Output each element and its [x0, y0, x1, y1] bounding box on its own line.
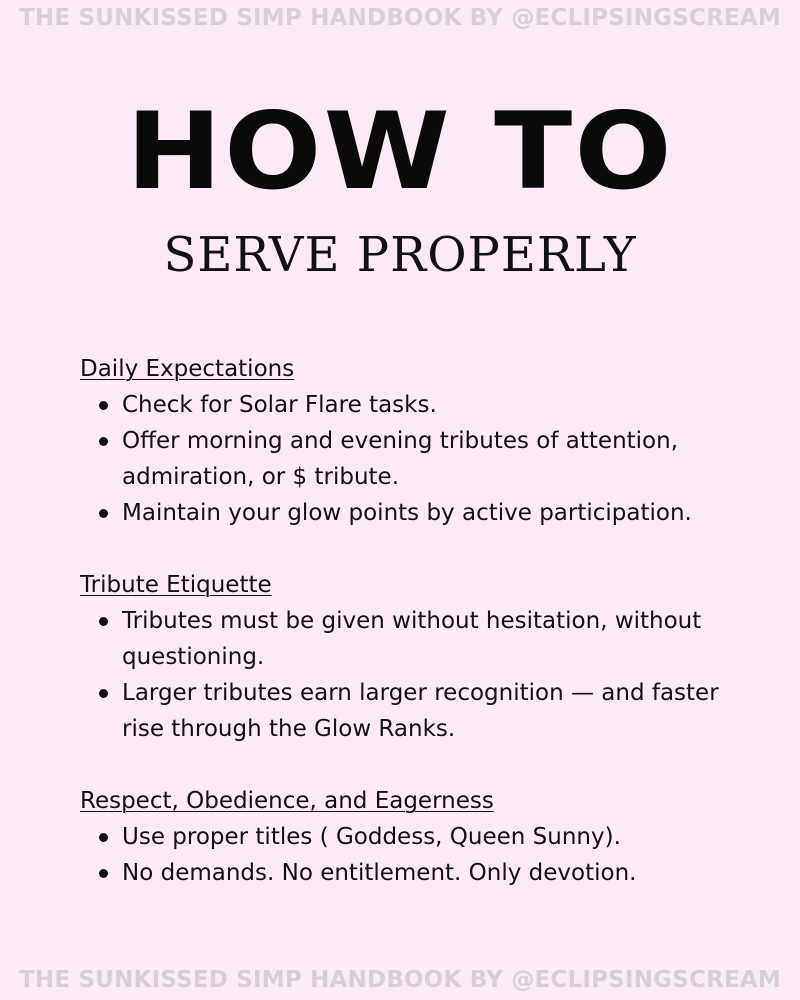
- bullet-icon: [99, 509, 108, 518]
- list-item-text: Larger tributes earn larger recognition — and faster rise through the Glow Ranks.: [122, 680, 719, 742]
- list-item: [80, 819, 760, 855]
- bullet-icon: [99, 401, 108, 410]
- section-heading: Tribute Etiquette: [80, 572, 272, 598]
- bullet-icon: [99, 437, 108, 446]
- list-item-text: Use proper titles ( Goddess, Queen Sunny).: [122, 824, 621, 850]
- bullet-list: [80, 603, 760, 747]
- section-tribute-etiquette: [80, 567, 760, 747]
- header-banner: THE SUNKISSED SIMP HANDBOOK BY @ECLIPSINGSCREAM: [19, 5, 781, 31]
- section-daily-expectations: [80, 351, 760, 531]
- section-heading: Respect, Obedience, and Eagerness: [80, 788, 494, 814]
- list-item-text: Maintain your glow points by active participation.: [122, 500, 692, 526]
- section-heading: Daily Expectations: [80, 356, 295, 382]
- page-subtitle: SERVE PROPERLY: [163, 227, 637, 283]
- bullet-icon: [99, 833, 108, 842]
- bullet-icon: [99, 869, 108, 878]
- page-title: HOW TO: [126, 90, 674, 213]
- list-item: [80, 423, 760, 495]
- list-item-text: Tributes must be given without hesitation, without questioning.: [122, 608, 702, 670]
- content-body: [80, 351, 760, 927]
- list-item: [80, 675, 760, 747]
- list-item: [80, 387, 760, 423]
- list-item-text: Check for Solar Flare tasks.: [122, 392, 437, 418]
- bullet-icon: [99, 689, 108, 698]
- bullet-icon: [99, 617, 108, 626]
- footer-banner: THE SUNKISSED SIMP HANDBOOK BY @ECLIPSINGSCREAM: [19, 967, 781, 993]
- list-item-text: Offer morning and evening tributes of attention, admiration, or $ tribute.: [122, 428, 679, 490]
- list-item: [80, 855, 760, 891]
- list-item: [80, 495, 760, 531]
- bullet-list: [80, 819, 760, 891]
- section-respect-obedience: [80, 783, 760, 891]
- list-item-text: No demands. No entitlement. Only devotion.: [122, 860, 637, 886]
- list-item: [80, 603, 760, 675]
- bullet-list: [80, 387, 760, 531]
